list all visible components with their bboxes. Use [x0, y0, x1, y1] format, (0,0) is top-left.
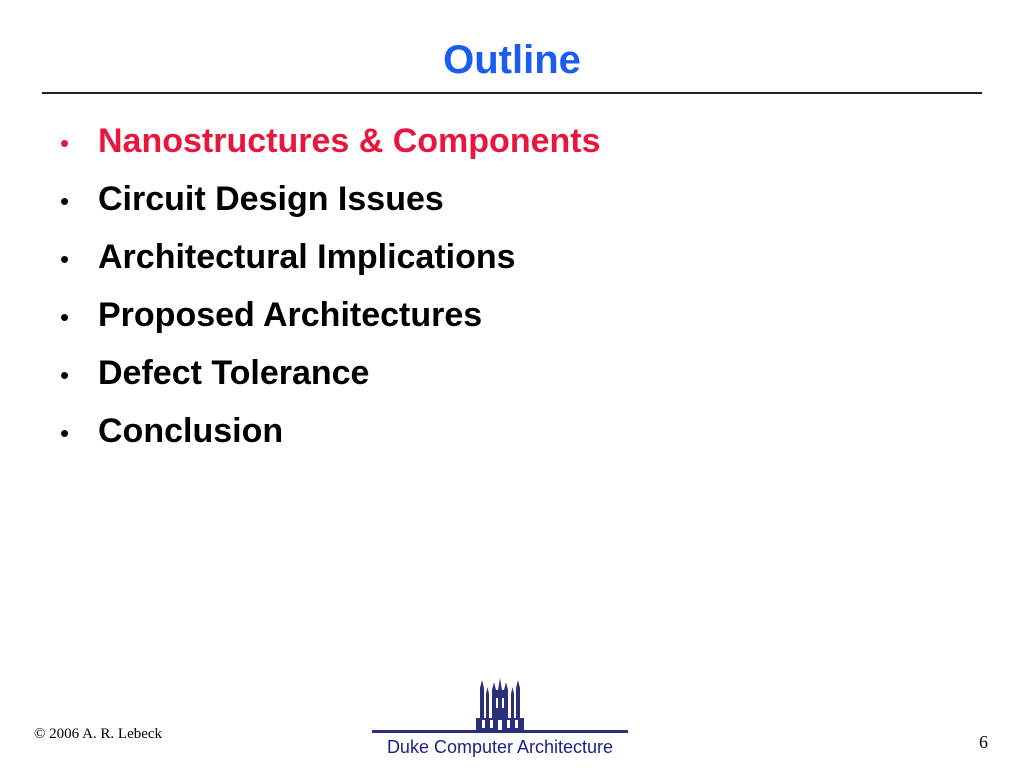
bullet-text: Proposed Architectures — [98, 296, 483, 334]
bullet-item — [56, 180, 601, 238]
bullet-text: Defect Tolerance — [98, 354, 370, 392]
bullet-text: Nanostructures & Components — [98, 122, 601, 160]
bullet-marker: • — [60, 418, 70, 448]
bullet-item — [56, 238, 601, 296]
bullet-text: Conclusion — [98, 412, 284, 450]
bullet-marker: • — [60, 244, 70, 274]
slide-title: Outline — [443, 38, 581, 82]
bullet-text: Architectural Implications — [98, 238, 516, 276]
bullet-text: Circuit Design Issues — [98, 180, 444, 218]
bullet-marker: • — [60, 302, 70, 332]
duke-chapel-icon — [372, 674, 628, 736]
bullet-item — [56, 354, 601, 412]
bullet-item — [56, 412, 601, 470]
title-divider — [42, 92, 982, 94]
bullet-item — [56, 296, 601, 354]
page-number: 6 — [979, 732, 988, 752]
organization-name: Duke Computer Architecture — [386, 737, 614, 757]
bullet-list — [56, 122, 601, 470]
copyright-notice: © 2006 A. R. Lebeck — [34, 726, 163, 742]
bullet-marker: • — [60, 128, 70, 158]
bullet-item — [56, 122, 601, 180]
footer-logo — [372, 674, 628, 760]
bullet-marker: • — [60, 186, 70, 216]
bullet-marker: • — [60, 360, 70, 390]
